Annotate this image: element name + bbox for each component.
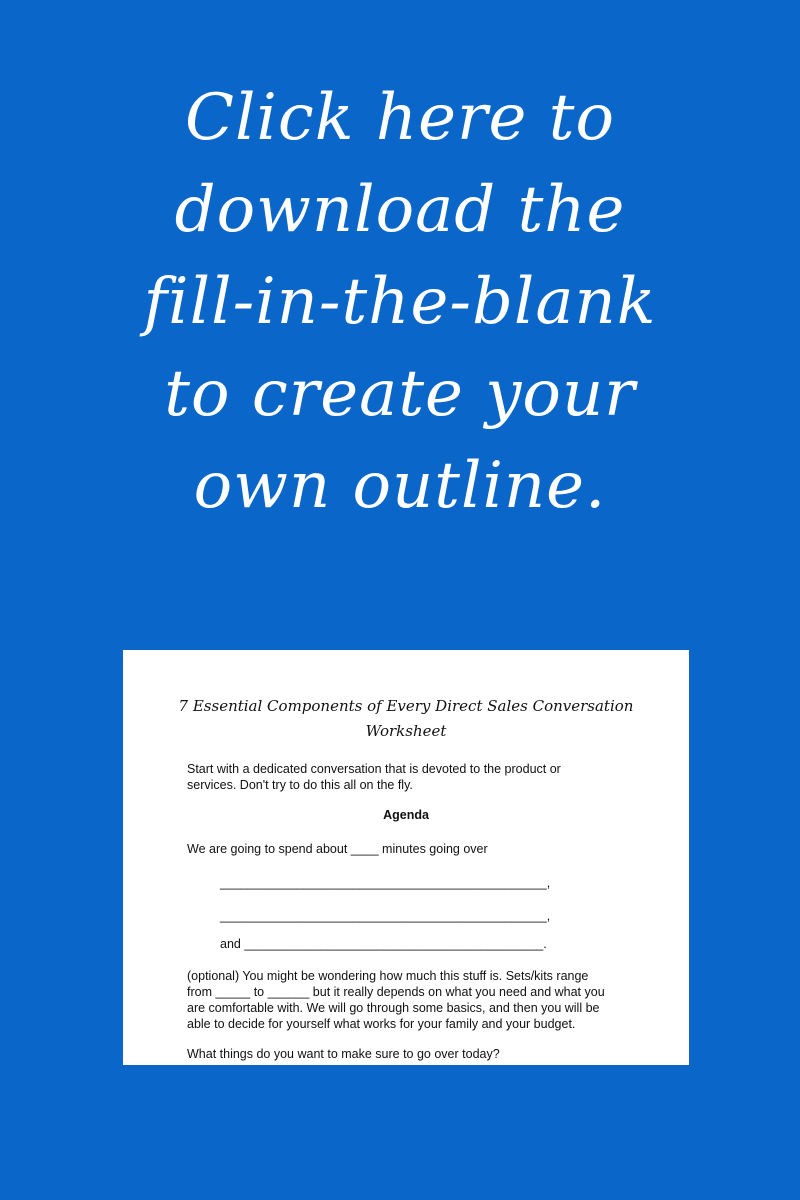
optional-line-3: are comfortable with. We will go through some basics, and then you will be: [187, 1001, 600, 1015]
worksheet-title-line-1: 7 Essential Components of Every Direct Sales Conversation: [178, 697, 634, 715]
optional-line-2: from _____ to ______ but it really depends on what you need and what you: [187, 985, 605, 999]
headline-line-5: own outline.: [193, 449, 607, 523]
optional-line-4: able to decide for yourself what works for your family and your budget.: [187, 1017, 576, 1031]
agenda-sentence: We are going to spend about ____ minutes going over: [187, 842, 488, 856]
intro-paragraph: [187, 761, 607, 793]
optional-line-1: (optional) You might be wondering how much this stuff is. Sets/kits range: [187, 969, 589, 983]
headline-line-1: Click here to: [184, 81, 616, 155]
worksheet-title: [123, 694, 689, 744]
download-link-headline[interactable]: [0, 72, 800, 532]
headline-line-4: to create your: [164, 357, 636, 431]
worksheet-title-line-2: Worksheet: [365, 722, 447, 740]
optional-paragraph: [187, 968, 637, 1032]
worksheet-preview[interactable]: [123, 650, 689, 1065]
question-line: What things do you want to make sure to go over today?: [187, 1047, 500, 1061]
intro-line-1: Start with a dedicated conversation that is devoted to the product or: [187, 762, 561, 776]
blank-line-3: and ___________________________________________.: [220, 937, 547, 951]
headline-line-3: fill-in-the-blank: [143, 265, 657, 339]
blank-line-2: _______________________________________________,: [220, 909, 551, 923]
intro-line-2: services. Don't try to do this all on the fly.: [187, 778, 413, 792]
agenda-heading: Agenda: [383, 808, 429, 822]
headline-line-2: download the: [174, 173, 626, 247]
blank-line-1: _______________________________________________,: [220, 876, 551, 890]
